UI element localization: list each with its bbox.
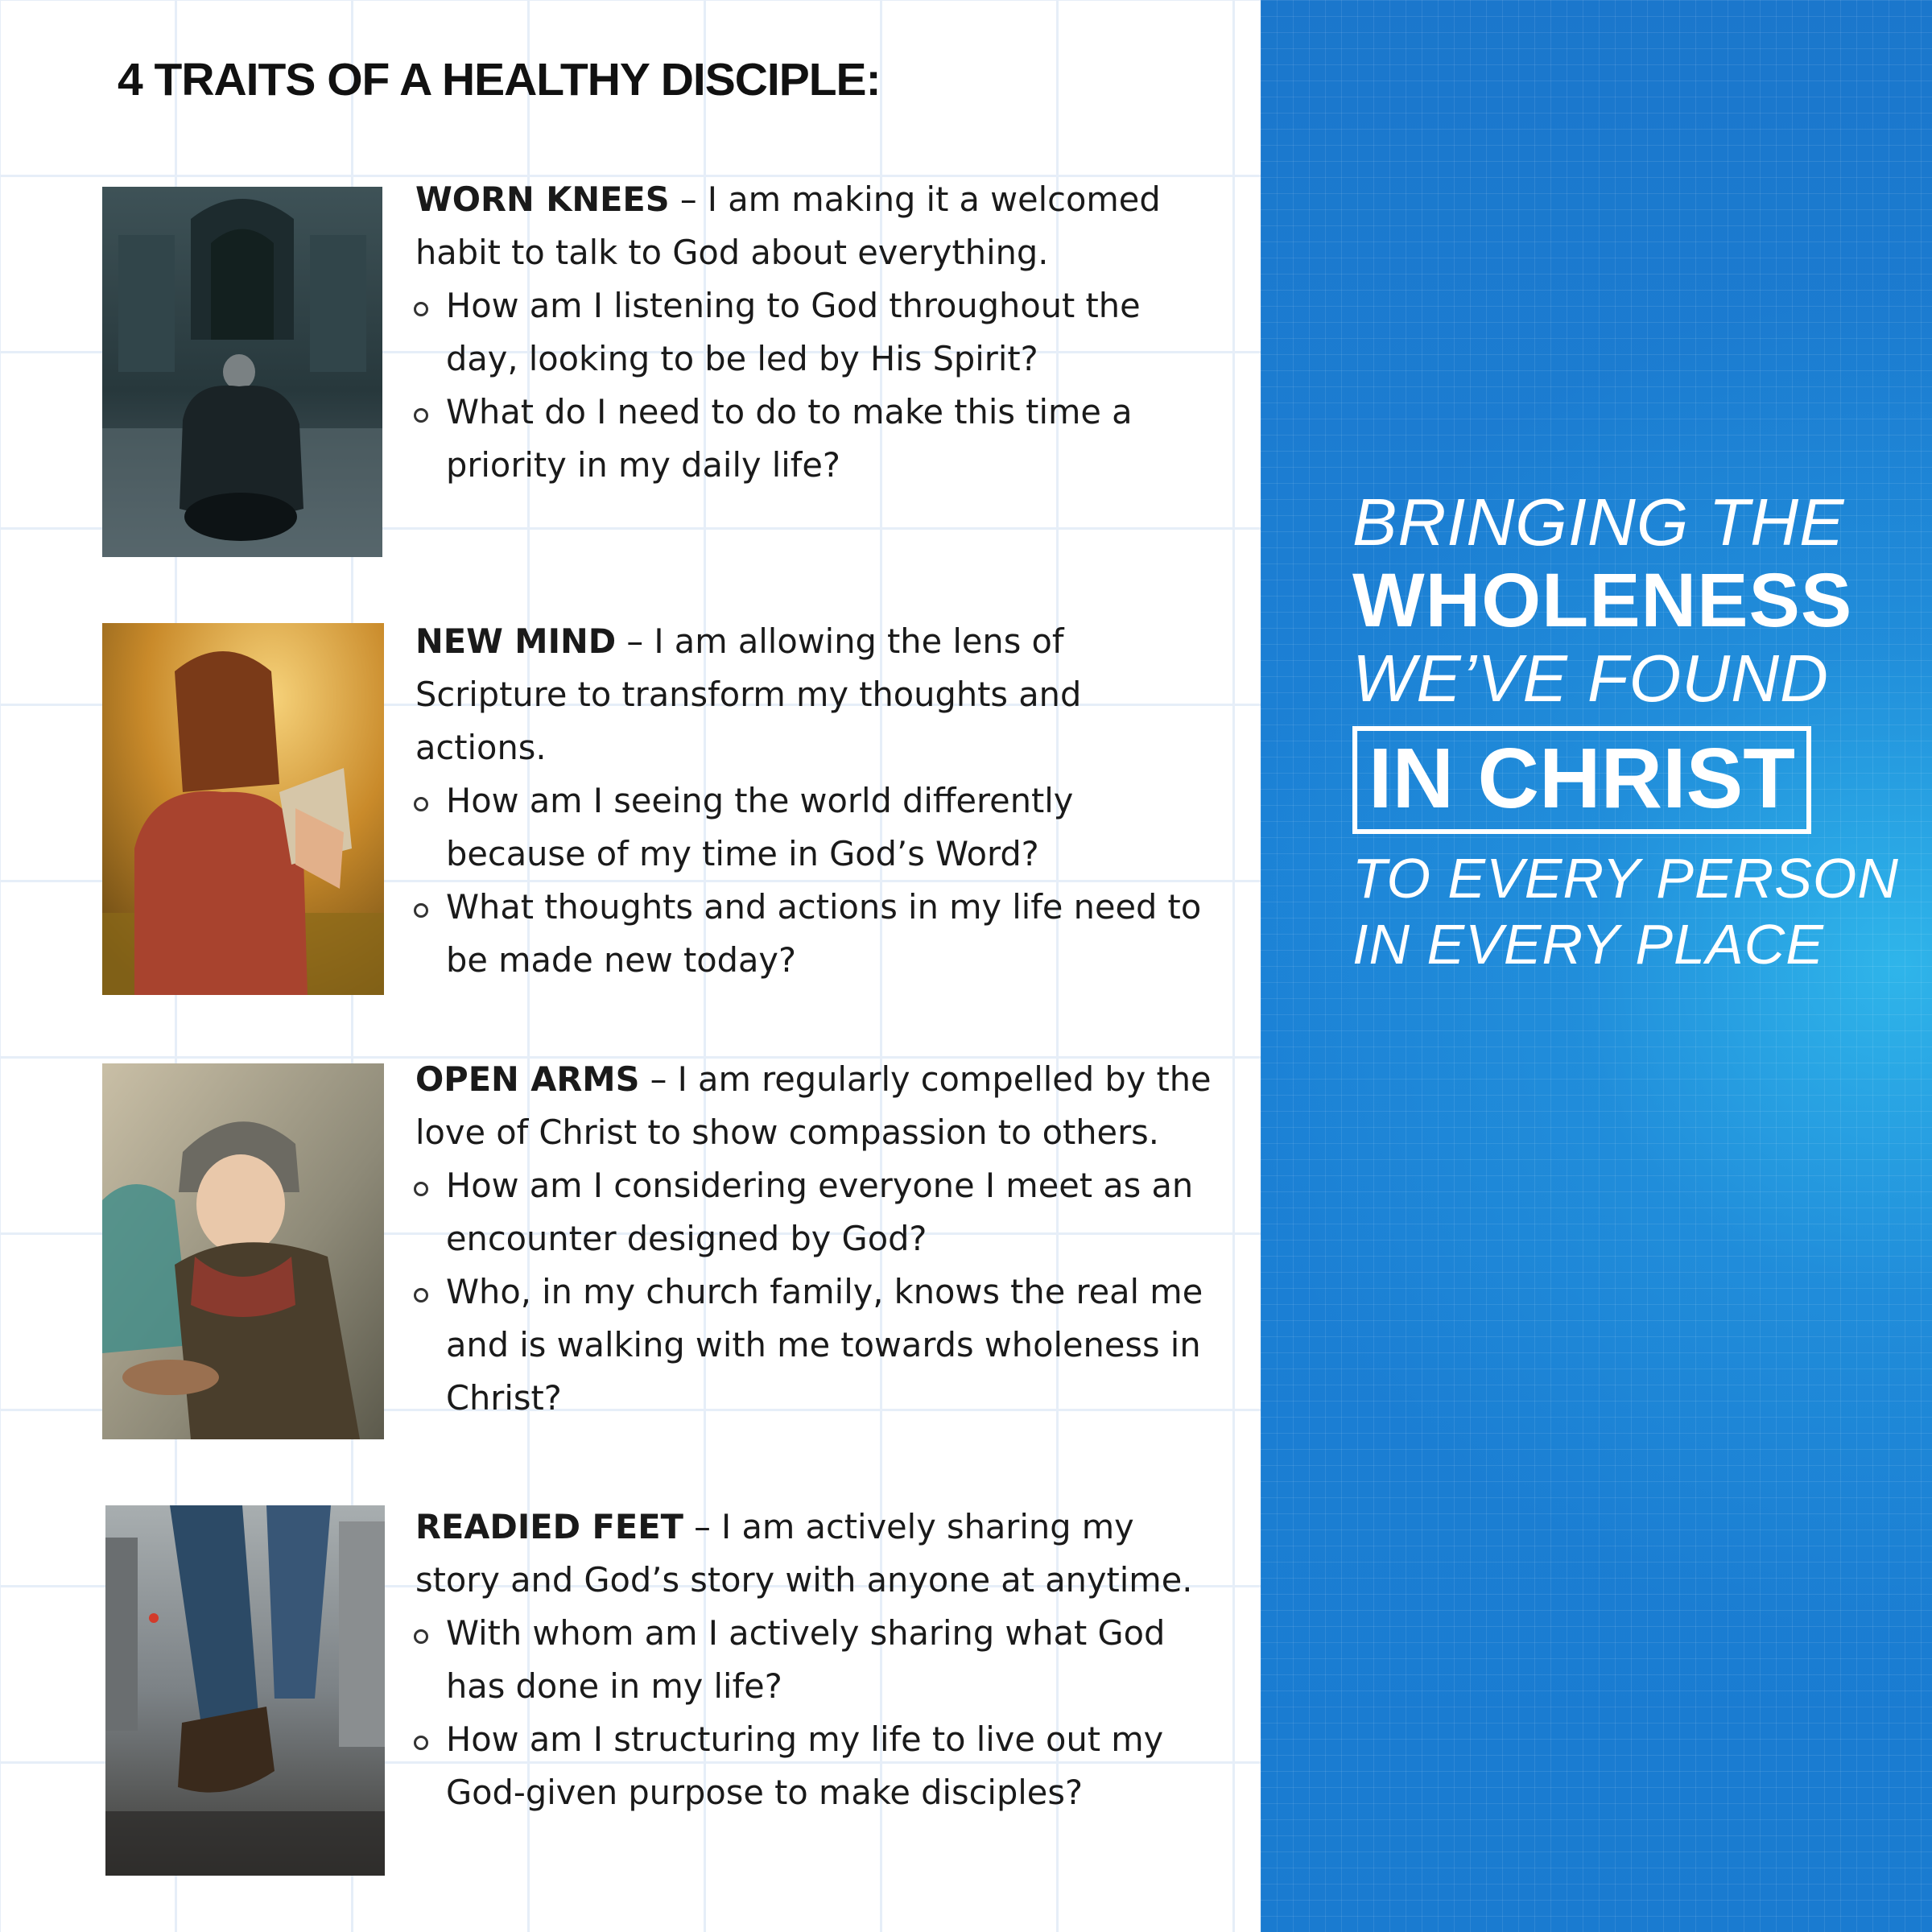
trait-worn-knees [415, 173, 1220, 492]
trait-new-mind [415, 615, 1220, 987]
question-item: With whom am I actively sharing what God has done in my life? [415, 1607, 1220, 1713]
question-list [415, 279, 1220, 492]
trait-readied-feet [415, 1501, 1220, 1819]
question-item: How am I seeing the world differently because of my time in God’s Word? [415, 774, 1220, 881]
trait-definition [415, 615, 1220, 774]
trait-description: – I am actively sharing my story and God’s story with anyone at anytime. [415, 1507, 1193, 1600]
mission-banner [1261, 0, 1932, 1932]
trait-definition [415, 1053, 1220, 1159]
question-list [415, 774, 1220, 987]
trait-name: NEW MIND [415, 621, 617, 661]
trait-description: – I am regularly compelled by the love of Christ to show compassion to others. [415, 1059, 1212, 1152]
question-list [415, 1607, 1220, 1819]
trait-description: – I am making it a welcomed habit to talk to God about everything. [415, 180, 1161, 272]
serving-woman-photo [102, 1063, 384, 1439]
question-item: What thoughts and actions in my life need to be made new today? [415, 881, 1220, 987]
question-item: What do I need to do to make this time a priority in my daily life? [415, 386, 1220, 492]
question-item: How am I structuring my life to live out my God-given purpose to make disciples? [415, 1713, 1220, 1819]
slogan-line: TO EVERY PERSON [1352, 847, 1899, 910]
question-item: Who, in my church family, knows the real me and is walking with me towards wholeness in Christ? [415, 1265, 1220, 1425]
slogan-line: WE’VE FOUND [1352, 641, 1829, 716]
question-item: How am I listening to God throughout the day, looking to be led by His Spirit? [415, 279, 1220, 386]
trait-name: READIED FEET [415, 1507, 683, 1546]
slogan-line: BRINGING THE [1352, 485, 1845, 559]
mission-statement [1352, 483, 1899, 977]
slogan-line: WHOLENESS [1352, 558, 1853, 643]
trait-definition [415, 1501, 1220, 1607]
praying-man-photo [102, 187, 382, 557]
reading-woman-photo [102, 623, 384, 995]
page-title: 4 TRAITS OF A HEALTHY DISCIPLE: [118, 54, 881, 105]
trait-open-arms [415, 1053, 1220, 1425]
slogan-line: IN EVERY PLACE [1352, 913, 1824, 976]
walking-feet-photo [105, 1505, 385, 1876]
trait-name: OPEN ARMS [415, 1059, 640, 1099]
slogan-highlight-box: IN CHRIST [1352, 726, 1811, 834]
trait-definition [415, 173, 1220, 279]
trait-name: WORN KNEES [415, 180, 670, 219]
question-item: How am I considering everyone I meet as an encounter designed by God? [415, 1159, 1220, 1265]
trait-description: – I am allowing the lens of Scripture to transform my thoughts and actions. [415, 621, 1082, 767]
question-list [415, 1159, 1220, 1425]
